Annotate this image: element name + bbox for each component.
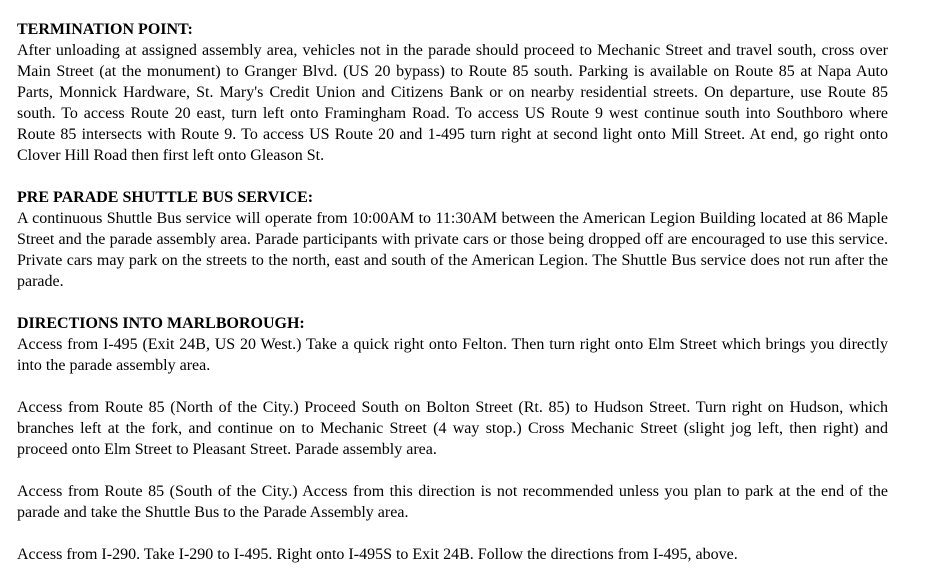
termination-section — [17, 19, 888, 166]
directions-route85-south: Access from Route 85 (South of the City.) Access from this direction is not recommended unless you plan to park at the end of the parade and take the Shuttle Bus to the Parade Assembly area. — [17, 483, 888, 521]
paragraph-spacer — [17, 523, 888, 544]
termination-text: After unloading at assigned assembly area, vehicles not in the parade should proceed to Mechanic Street and travel south, cross over Main Street (at the monument) to Granger Blvd. (US 20 bypass) to Route 85 south. Parking is available on Route 85 at Napa Auto Parts, Monnick Hardware, St. Mary's Credit Union and Citizens Bank or on nearby residential streets. On departure, use Route 85 south. To access Route 20 east, turn left onto Framingham Road. To access US Route 9 west continue south into Southboro where Route 85 intersects with Route 9. To access US Route 20 and 1-495 turn right at second light onto Mill Street. At end, go right onto Clover Hill Road then first left onto Gleason St. — [17, 42, 888, 164]
shuttle-heading: PRE PARADE SHUTTLE BUS SERVICE: — [17, 189, 314, 206]
termination-heading: TERMINATION POINT: — [17, 21, 193, 38]
section-spacer — [17, 292, 888, 313]
document-body — [17, 19, 888, 565]
directions-section — [17, 313, 888, 565]
directions-i290: Access from I-290. Take I-290 to I-495. Right onto I-495S to Exit 24B. Follow the directions from I-495, above. — [17, 546, 738, 563]
directions-route85-north: Access from Route 85 (North of the City.) Proceed South on Bolton Street (Rt. 85) to Hudson Street. Turn right on Hudson, which branches left at the fork, and continue on to Mechanic Street (4 way stop.) Cross Mechanic Street (slight jog left, then right) and proceed onto Elm Street to Pleasant Street. Parade assembly area. — [17, 399, 888, 458]
directions-i495: Access from I-495 (Exit 24B, US 20 West.) Take a quick right onto Felton. Then turn right onto Elm Street which brings you directly into the parade assembly area. — [17, 336, 888, 374]
shuttle-section — [17, 187, 888, 292]
section-spacer — [17, 166, 888, 187]
paragraph-spacer — [17, 376, 888, 397]
directions-heading: DIRECTIONS INTO MARLBOROUGH: — [17, 315, 305, 332]
paragraph-spacer — [17, 460, 888, 481]
shuttle-text: A continuous Shuttle Bus service will operate from 10:00AM to 11:30AM between the American Legion Building located at 86 Maple Street and the parade assembly area. Parade participants with private cars or those being dropped off are encouraged to use this service. Private cars may park on the streets to the north, east and south of the American Legion. The Shuttle Bus service does not run after the parade. — [17, 210, 888, 290]
